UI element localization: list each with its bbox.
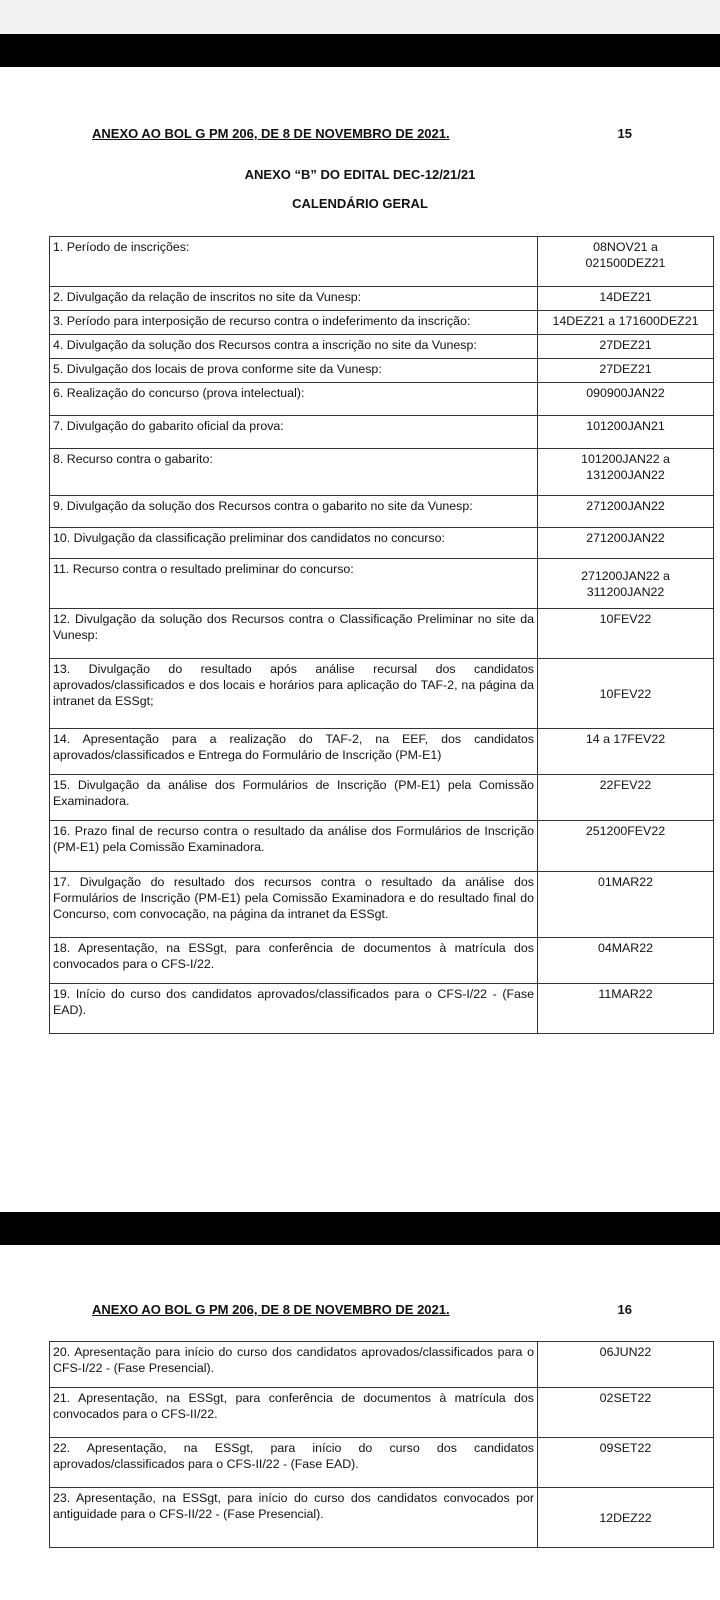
event-date: 08NOV21 a 021500DEZ21 (538, 237, 714, 287)
table-row (50, 984, 714, 1034)
event-date: 090900JAN22 (538, 383, 714, 416)
event-description: 10. Divulgação da classificação preliminar dos candidatos no concurso: (50, 528, 538, 559)
table-row (50, 729, 714, 775)
page-header (92, 126, 632, 141)
table-row (50, 528, 714, 559)
table-row (50, 1388, 714, 1438)
event-date: 27DEZ21 (538, 359, 714, 383)
event-date: 14DEZ21 a 171600DEZ21 (538, 311, 714, 335)
event-description: 5. Divulgação dos locais de prova conforme site da Vunesp: (50, 359, 538, 383)
table-row (50, 872, 714, 938)
event-description: 14. Apresentação para a realização do TAF-2, na EEF, dos candidatos aprovados/classificados e Entrega do Formulário de Inscrição (PM-E1) (50, 729, 538, 775)
table-row (50, 335, 714, 359)
event-description: 15. Divulgação da análise dos Formulários de Inscrição (PM-E1) pela Comissão Examinadora. (50, 775, 538, 821)
event-description: 11. Recurso contra o resultado preliminar do concurso: (50, 559, 538, 609)
event-description: 19. Início do curso dos candidatos aprovados/classificados para o CFS-I/22 - (Fase EAD). (50, 984, 538, 1034)
table-row (50, 609, 714, 659)
event-description: 1. Período de inscrições: (50, 237, 538, 287)
event-description: 4. Divulgação da solução dos Recursos contra a inscrição no site da Vunesp: (50, 335, 538, 359)
event-description: 2. Divulgação da relação de inscritos no site da Vunesp: (50, 287, 538, 311)
calendar-title: CALENDÁRIO GERAL (292, 196, 428, 211)
table-row (50, 287, 714, 311)
table-row (50, 559, 714, 609)
calendar-table (49, 236, 714, 1034)
table-row (50, 237, 714, 287)
event-date: 14DEZ21 (538, 287, 714, 311)
table-row (50, 775, 714, 821)
event-date: 14 a 17FEV22 (538, 729, 714, 775)
page-number: 16 (617, 1302, 632, 1317)
table-row (50, 311, 714, 335)
event-date: 251200FEV22 (538, 821, 714, 872)
header-title: ANEXO AO BOL G PM 206, DE 8 DE NOVEMBRO DE 2021. (92, 126, 450, 141)
table-row (50, 821, 714, 872)
event-date: 11MAR22 (538, 984, 714, 1034)
event-description: 12. Divulgação da solução dos Recursos contra o Classificação Preliminar no site da Vunesp: (50, 609, 538, 659)
table-row (50, 359, 714, 383)
event-date: 06JUN22 (538, 1342, 714, 1388)
event-description: 3. Período para interposição de recurso contra o indeferimento da inscrição: (50, 311, 538, 335)
event-date: 101200JAN22 a 131200JAN22 (538, 449, 714, 496)
table-row (50, 1342, 714, 1388)
event-description: 18. Apresentação, na ESSgt, para conferência de documentos à matrícula dos convocados para o CFS-I/22. (50, 938, 538, 984)
table-row (50, 383, 714, 416)
event-date: 01MAR22 (538, 872, 714, 938)
table-row (50, 416, 714, 449)
event-date: 12DEZ22 (538, 1488, 714, 1548)
table-row (50, 496, 714, 528)
page-separator-bar (0, 1212, 720, 1245)
event-date: 09SET22 (538, 1438, 714, 1488)
page-header (92, 1302, 632, 1317)
table-row (50, 938, 714, 984)
event-date: 271200JAN22 (538, 496, 714, 528)
event-date: 22FEV22 (538, 775, 714, 821)
event-description: 16. Prazo final de recurso contra o resultado da análise dos Formulários de Inscrição (PM-E1) pela Comissão Examinadora. (50, 821, 538, 872)
event-description: 21. Apresentação, na ESSgt, para conferência de documentos à matrícula dos convocados para o CFS-II/22. (50, 1388, 538, 1438)
event-date: 10FEV22 (538, 609, 714, 659)
table-row (50, 1488, 714, 1548)
event-description: 20. Apresentação para início do curso dos candidatos aprovados/classificados para o CFS-I/22 - (Fase Presencial). (50, 1342, 538, 1388)
table-row (50, 449, 714, 496)
event-description: 13. Divulgação do resultado após análise recursal dos candidatos aprovados/classificados e dos locais e horários para aplicação do TAF-2, na página da intranet da ESSgt; (50, 659, 538, 729)
event-date: 27DEZ21 (538, 335, 714, 359)
header-title: ANEXO AO BOL G PM 206, DE 8 DE NOVEMBRO DE 2021. (92, 1302, 450, 1317)
event-description: 22. Apresentação, na ESSgt, para início do curso dos candidatos aprovados/classificados para o CFS-II/22 - (Fase EAD). (50, 1438, 538, 1488)
event-date: 10FEV22 (538, 659, 714, 729)
event-description: 7. Divulgação do gabarito oficial da prova: (50, 416, 538, 449)
event-date: 271200JAN22 a 311200JAN22 (538, 559, 714, 609)
page-number: 15 (617, 126, 632, 141)
event-date: 101200JAN21 (538, 416, 714, 449)
calendar-table-continued (49, 1341, 714, 1548)
table-row (50, 1438, 714, 1488)
event-description: 9. Divulgação da solução dos Recursos contra o gabarito no site da Vunesp: (50, 496, 538, 528)
annex-title: ANEXO “B” DO EDITAL DEC-12/21/21 (244, 167, 476, 182)
event-description: 6. Realização do concurso (prova intelectual): (50, 383, 538, 416)
event-date: 02SET22 (538, 1388, 714, 1438)
event-description: 23. Apresentação, na ESSgt, para início do curso dos candidatos convocados por antiguidade para o CFS-II/22 - (Fase Presencial). (50, 1488, 538, 1548)
event-description: 17. Divulgação do resultado dos recursos contra o resultado da análise dos Formulários de Inscrição (PM-E1) pela Comissão Examinadora e do resultado final do Concurso, com convocação, na página da intranet da ESSgt. (50, 872, 538, 938)
page-separator-bar (0, 34, 720, 67)
table-row (50, 659, 714, 729)
event-date: 271200JAN22 (538, 528, 714, 559)
event-description: 8. Recurso contra o gabarito: (50, 449, 538, 496)
status-strip (0, 0, 720, 34)
event-date: 04MAR22 (538, 938, 714, 984)
